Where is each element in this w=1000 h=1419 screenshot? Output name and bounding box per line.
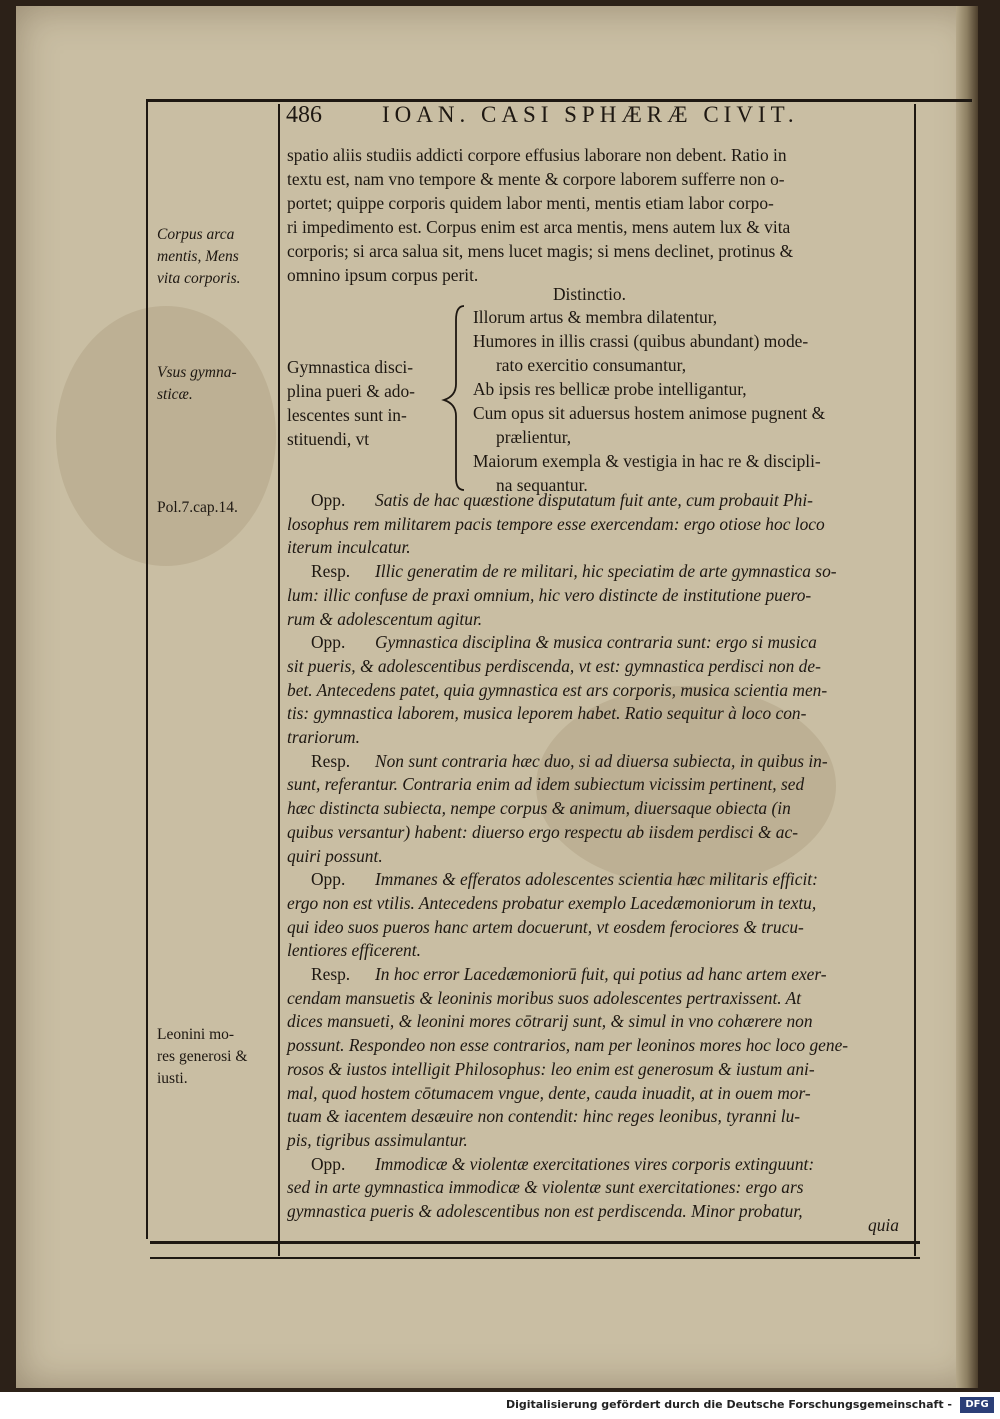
running-header [286, 102, 846, 132]
body-line [287, 608, 482, 630]
margin-note-vsus [157, 362, 269, 406]
body-line [287, 513, 825, 535]
body-line-text: iterum inculcatur. [287, 537, 411, 558]
body-line-text: ergo non est vtilis. Antecedens probatur exemplo Lacedæmoniorum in textu, [287, 892, 817, 913]
body-line [287, 939, 421, 961]
body-line-text: Non sunt contraria hæc duo, si ad diuersa subiecta, in quibus in- [375, 750, 828, 771]
text-line: omnino ipsum corpus perit. [287, 265, 479, 285]
margin-column-rule [278, 104, 280, 1256]
body-line [287, 773, 804, 795]
body-line-text: losophus rem militarem pacis tempore esse exercendam: ergo otiose hoc loco [287, 513, 825, 534]
margin-note-line: Pol.7.cap.14. [157, 499, 238, 516]
body-line-text: lentiores efficerent. [287, 940, 421, 961]
distinctio-left-line: plina pueri & ado- [287, 381, 415, 401]
body-line-text: tuam & iacentem desæuire non contendit: hinc reges leonibus, tyranni lu- [287, 1106, 801, 1127]
body-line [287, 560, 837, 582]
body-line-text: bet. Antecedens patet, quia gymnastica est ars corporis, musica scientia men- [287, 679, 828, 700]
margin-note-line: vita corporis. [157, 270, 241, 287]
margin-note-line: sticæ. [157, 386, 193, 403]
body-line-text: quibus versantur) habent: diuerso ergo respectu ab iisdem perdisci & ac- [287, 821, 799, 842]
body-line [287, 1082, 811, 1104]
argument-label: Opp. [311, 869, 346, 890]
body-line [287, 679, 827, 701]
page-number: 486 [286, 102, 322, 128]
body-line-text: quiri possunt. [287, 845, 383, 866]
body-line [287, 1153, 814, 1175]
text-line: spatio aliis studiis addicti corpore effusius laborare non debent. Ratio in [287, 145, 787, 165]
argument-label: Opp. [311, 490, 346, 510]
body-line-text: Satis de hac quæstione disputatum fuit ante, cum probauit Phi- [375, 490, 813, 510]
text-line: ri impedimento est. Corpus enim est arca mentis, mens autem lux & vita [287, 217, 791, 237]
argument-label: Opp. [311, 1153, 346, 1174]
distinctio-right-line: rato exercitio consumantur, [496, 355, 687, 375]
body-line-text: dices mansueti, & leonini mores cōtrarij sunt, & simul in vno cohærere non [287, 1011, 813, 1032]
body-line [287, 987, 801, 1009]
body-line [287, 702, 806, 724]
body-line [287, 916, 804, 938]
body-line-text: sit pueris, & adolescentibus perdiscenda, vt est: gymnastica perdisci non de- [287, 655, 821, 676]
distinctio-heading: Distinctio. [553, 284, 626, 304]
body-line-text: pis, tigribus assimulantur. [287, 1129, 468, 1150]
footer-bar [0, 1392, 1000, 1419]
distinctio-rule [278, 298, 279, 488]
text-line: corporis; si arca salua sit, mens lucet magis; si mens declinet, protinus & [287, 241, 794, 261]
body-line [287, 821, 798, 843]
footer-credit: Digitalisierung gefördert durch die Deutsche Forschungsgemeinschaft - [505, 1398, 952, 1411]
dfg-logo: DFG [960, 1397, 994, 1413]
distinctio-right-line: Ab ipsis res bellicæ probe intelligantur, [473, 379, 747, 399]
body-line-text: tis: gymnastica laborem, musica leporem habet. Ratio sequitur à loco con- [287, 703, 807, 724]
argument-label: Resp. [311, 561, 351, 582]
body-line [287, 1105, 800, 1127]
body-line-text: Gymnastica disciplina & musica contraria sunt: ergo si musica [375, 632, 817, 653]
text-line: portet; quippe corporis quidem labor menti, mentis etiam labor corpo- [287, 193, 774, 213]
bottom-rule-2 [150, 1257, 920, 1259]
body-line [287, 536, 411, 558]
margin-note-line: Vsus gymna- [157, 364, 237, 381]
body-line-text: rosos & iustos intelligit Philosophus: leo enim est generosum & iustum ani- [287, 1058, 815, 1079]
margin-note-pol [157, 497, 269, 519]
body-line [287, 963, 827, 985]
body-line-text: qui ideo suos pueros hanc artem docuerunt, vt eosdem ferociores & trucu- [287, 916, 804, 937]
margin-note-line: Corpus arca [157, 226, 235, 243]
margin-note-line: Leonini mo- [157, 1026, 235, 1043]
body-line-text: lum: illic confuse de praxi omnium, hic vero distincte de institutione puero- [287, 584, 812, 605]
catchword: quia [868, 1215, 899, 1235]
body-line-text: gymnastica pueris & adolescentibus non est perdiscenda. Minor probatur, [287, 1201, 803, 1221]
distinctio-right-line: na sequantur. [496, 475, 588, 495]
body-line [287, 868, 818, 890]
distinctio-left-line: lescentes sunt in- [287, 405, 407, 425]
running-title: IOAN. CASI SPHÆRÆ CIVIT. [382, 102, 799, 127]
distinctio-right-line: Humores in illis crassi (quibus abundant) mode- [473, 331, 809, 351]
body-line [287, 489, 813, 511]
body-line [287, 1200, 803, 1222]
body-line-text: cendam mansuetis & leoninis moribus suos adolescentes pertraxissent. At [287, 987, 802, 1008]
bottom-rule [150, 1241, 920, 1244]
margin-note-line: mentis, Mens [157, 248, 239, 265]
curly-brace-icon [440, 302, 468, 492]
body-line [287, 1010, 813, 1032]
distinctio-right-line: Maiorum exempla & vestigia in hac re & discipli- [473, 451, 821, 471]
page-edge [956, 6, 978, 1388]
body-line-text: hæc distincta subiecta, nempe corpus & animum, diuersaque obiecta (in [287, 798, 791, 819]
body-line-text: In hoc error Lacedæmoniorū fuit, qui potius ad hanc artem exer- [375, 964, 827, 984]
distinctio-left-line: stituendi, vt [287, 429, 370, 449]
distinctio-right-line: Cum opus sit aduersus hostem animose pugnent & [473, 403, 826, 423]
body-line-text: trariorum. [287, 727, 360, 747]
argument-label: Resp. [311, 964, 351, 984]
body-line [287, 655, 821, 677]
distinctio-left-line: Gymnastica disci- [287, 357, 414, 377]
body-line [287, 584, 811, 606]
body-line [287, 1034, 848, 1056]
body-line-text: Immodicæ & violentæ exercitationes vires corporis extinguunt: [375, 1153, 815, 1174]
body-line [287, 797, 791, 819]
argument-label: Resp. [311, 750, 351, 771]
body-line [287, 631, 817, 653]
body-line-text: mal, quod hostem cōtumacem vngue, dente, cauda inuadit, at in ouem mor- [287, 1082, 811, 1103]
text-line: textu est, nam vno tempore & mente & corpore laborem sufferre non o- [287, 169, 785, 189]
body-line [287, 726, 360, 748]
body-line [287, 750, 828, 772]
left-frame-rule [146, 99, 148, 1239]
body-line [287, 845, 383, 867]
body-line-text: sed in arte gymnastica immodicæ & violentæ sunt exercitationes: ergo ars [287, 1177, 804, 1198]
body-line [287, 1129, 468, 1151]
body-line [287, 1058, 815, 1080]
body-line-text: rum & adolescentum agitur. [287, 608, 483, 629]
body-line-text: Immanes & efferatos adolescentes scientia hæc militaris efficit: [375, 869, 818, 890]
body-line-text: sunt, referantur. Contraria enim ad idem subiectum vicissim pertinent, sed [287, 774, 805, 795]
margin-note-corpus [157, 224, 269, 290]
body-line-text: Illic generatim de re militari, hic speciatim de arte gymnastica so- [375, 561, 837, 582]
margin-note-leonini [157, 1024, 269, 1090]
right-frame-rule [914, 104, 916, 1256]
argument-label: Opp. [311, 632, 346, 653]
distinctio-right-line: Illorum artus & membra dilatentur, [473, 307, 718, 327]
body-line [287, 892, 816, 914]
distinctio-right-line: prælientur, [496, 427, 572, 447]
body-line-text: possunt. Respondeo non esse contrarios, nam per leoninos mores hoc loco gene- [287, 1035, 849, 1056]
margin-note-line: res generosi & [157, 1048, 248, 1065]
margin-note-line: iusti. [157, 1070, 188, 1087]
paper-stain [56, 306, 276, 566]
body-line [287, 1176, 804, 1198]
